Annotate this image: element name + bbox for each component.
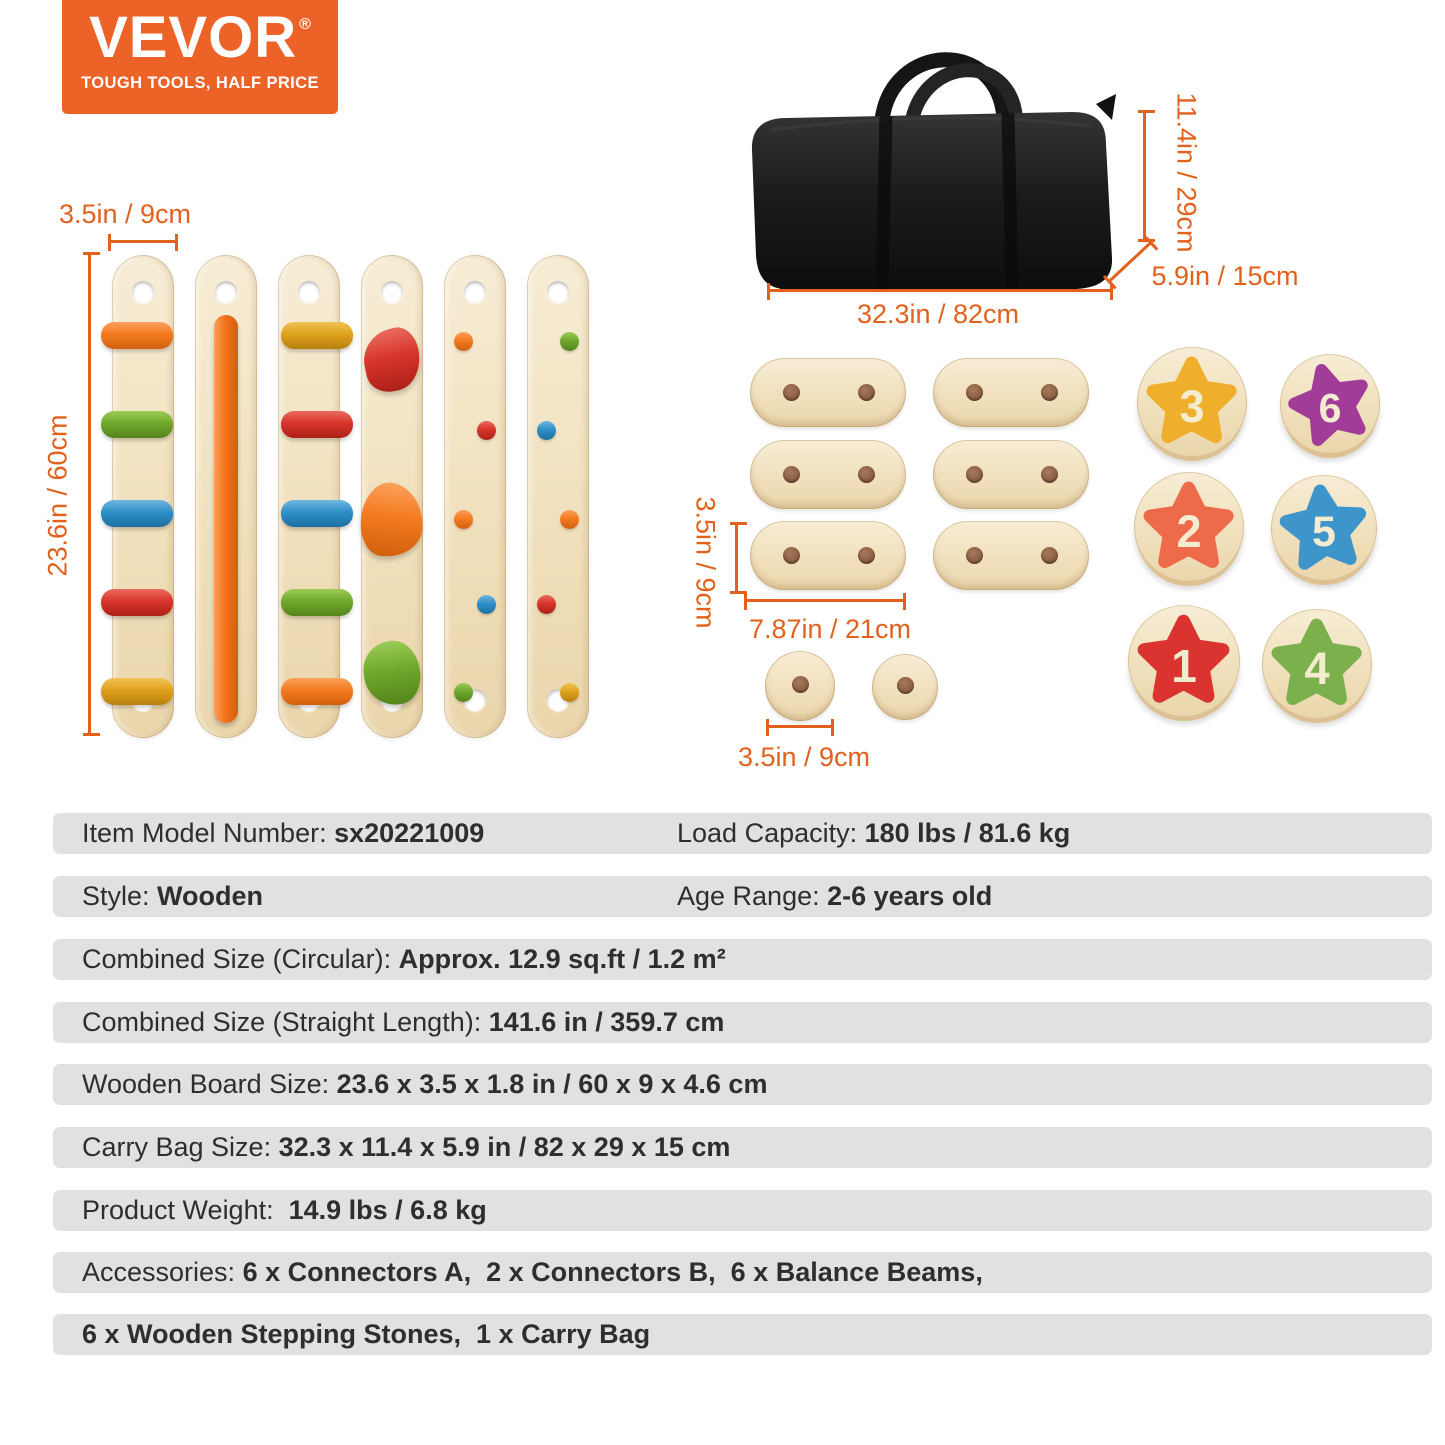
peg-orange	[281, 678, 353, 705]
connector-peg	[1041, 466, 1058, 483]
dot-green	[454, 683, 473, 702]
spec-label: Product Weight:	[82, 1195, 289, 1225]
peg-blue	[281, 500, 353, 527]
spec-label: Combined Size (Circular):	[82, 944, 399, 974]
dot-orange	[454, 332, 473, 351]
stone-number: 5	[1312, 507, 1336, 556]
spec-row	[53, 1064, 1432, 1105]
stepping-stone	[1262, 609, 1372, 719]
connector-peg	[858, 466, 875, 483]
bag-width-label: 32.3in / 82cm	[856, 299, 1020, 329]
spec-row	[53, 1252, 1432, 1293]
connector-a	[933, 440, 1089, 509]
spec-label: Load Capacity:	[677, 818, 865, 848]
spec-value: 23.6 x 3.5 x 1.8 in / 60 x 9 x 4.6 cm	[336, 1069, 768, 1099]
peg-red	[101, 589, 173, 616]
dot-red	[477, 421, 496, 440]
connector-peg	[966, 466, 983, 483]
spec-label: Item Model Number:	[82, 818, 335, 848]
spec-row	[53, 1314, 1432, 1355]
stone-number: 3	[1179, 380, 1205, 432]
bag-zipper-tab	[1096, 94, 1116, 120]
connector-peg	[792, 676, 809, 693]
stone-number: 6	[1318, 384, 1342, 431]
brand-tagline: TOUGH TOOLS, HALF PRICE	[81, 74, 319, 92]
spec-row	[53, 876, 1432, 917]
connector-a-width-line	[735, 522, 738, 594]
peg-green	[101, 411, 173, 438]
balance-beam	[278, 255, 340, 738]
spec-cell	[82, 813, 484, 854]
board-width-line	[108, 240, 178, 243]
connector-a-length-label: 7.87in / 21cm	[748, 614, 912, 644]
spec-value: 14.9 lbs / 6.8 kg	[288, 1195, 487, 1225]
spec-cell	[82, 1064, 767, 1105]
connector-a	[933, 358, 1089, 427]
carry-bag-photo	[740, 28, 1140, 296]
spec-value: 180 lbs / 81.6 kg	[864, 818, 1071, 848]
connector-peg	[966, 547, 983, 564]
stepping-stone	[1280, 354, 1380, 454]
hanging-hole	[464, 281, 486, 303]
bag-width-line	[767, 289, 1113, 292]
bag-body	[752, 112, 1112, 290]
stepping-stone	[1137, 347, 1247, 457]
spec-value: 32.3 x 11.4 x 5.9 in / 82 x 29 x 15 cm	[278, 1132, 731, 1162]
hanging-hole	[381, 281, 403, 303]
connector-b	[872, 654, 938, 720]
stepping-stone	[1134, 472, 1244, 582]
connector-a	[750, 358, 906, 427]
connector-a	[933, 521, 1089, 590]
dot-gold	[560, 683, 579, 702]
connector-peg	[966, 384, 983, 401]
stone-number: 1	[1171, 639, 1197, 692]
bag-strap	[882, 116, 886, 289]
spec-value: 141.6 in / 359.7 cm	[488, 1007, 725, 1037]
spec-label: Accessories:	[82, 1257, 243, 1287]
peg-blue	[101, 500, 173, 527]
connector-peg	[783, 384, 800, 401]
spec-value: sx20221009	[334, 818, 485, 848]
balance-beam	[444, 255, 506, 738]
balance-beam	[527, 255, 589, 738]
spec-cell	[82, 1002, 724, 1043]
connector-a-width-label: 3.5in / 9cm	[690, 496, 721, 629]
spec-row	[53, 939, 1432, 980]
connector-peg	[897, 677, 914, 694]
peg-red	[281, 411, 353, 438]
spec-value: 6 x Wooden Stepping Stones, 1 x Carry Bag	[82, 1319, 651, 1349]
bag-depth-label: 5.9in / 15cm	[1151, 261, 1299, 291]
dot-blue	[537, 421, 556, 440]
peg-orange	[101, 322, 173, 349]
spec-label: Wooden Board Size:	[82, 1069, 337, 1099]
connector-a	[750, 521, 906, 590]
balance-beam	[112, 255, 174, 738]
bag-height-label: 11.4in / 29cm	[1171, 92, 1202, 253]
stone-number: 4	[1304, 642, 1330, 694]
hanging-hole	[132, 281, 154, 303]
spec-cell	[82, 1252, 983, 1293]
climbing-hold-orange	[357, 480, 426, 560]
spec-cell	[82, 1127, 730, 1168]
connector-peg	[858, 547, 875, 564]
peg-green	[281, 589, 353, 616]
spec-label: Age Range:	[677, 881, 828, 911]
dot-green	[560, 332, 579, 351]
spec-cell	[82, 939, 726, 980]
spec-cell	[677, 813, 1070, 854]
connector-b	[765, 651, 835, 721]
hanging-hole	[215, 281, 237, 303]
peg-gold	[281, 322, 353, 349]
brand-name: VEVOR	[89, 5, 298, 70]
stone-number: 2	[1176, 505, 1202, 557]
connector-peg	[783, 466, 800, 483]
bag-height-line	[1143, 110, 1146, 242]
connector-peg	[858, 384, 875, 401]
board-width-label: 3.5in / 9cm	[58, 199, 192, 229]
stepping-stone	[1128, 605, 1240, 717]
connector-peg	[1041, 547, 1058, 564]
spec-value: Approx. 12.9 sq.ft / 1.2 m²	[398, 944, 726, 974]
hanging-hole	[298, 281, 320, 303]
connector-a-length-line	[744, 599, 906, 602]
spec-cell	[677, 876, 992, 917]
connector-peg	[783, 547, 800, 564]
peg-gold	[101, 678, 173, 705]
spec-label: Carry Bag Size:	[82, 1132, 279, 1162]
climbing-rail	[214, 315, 238, 723]
climbing-hold-red	[358, 324, 426, 396]
vevor-logo	[62, 0, 338, 114]
connector-b-diameter-line	[766, 725, 834, 728]
board-length-label: 23.6in / 60cm	[42, 414, 73, 577]
spec-row	[53, 1002, 1432, 1043]
carry-bag-icon	[740, 28, 1140, 296]
spec-row	[53, 1190, 1432, 1231]
spec-label: Combined Size (Straight Length):	[82, 1007, 489, 1037]
connector-a	[750, 440, 906, 509]
registered-mark: ®	[299, 16, 311, 33]
spec-label: Style:	[82, 881, 158, 911]
stepping-stone	[1271, 475, 1377, 581]
spec-row	[53, 1127, 1432, 1168]
dot-blue	[477, 595, 496, 614]
connector-b-diameter-label: 3.5in / 9cm	[737, 742, 871, 772]
dot-orange	[560, 510, 579, 529]
spec-cell	[82, 1314, 650, 1355]
spec-value: Wooden	[157, 881, 264, 911]
balance-beam	[195, 255, 257, 738]
dot-orange	[454, 510, 473, 529]
spec-cell	[82, 876, 263, 917]
hanging-hole	[547, 281, 569, 303]
bag-strap	[1008, 113, 1012, 288]
spec-value: 2-6 years old	[827, 881, 993, 911]
climbing-hold-green	[360, 637, 424, 708]
spec-value: 6 x Connectors A, 2 x Connectors B, 6 x Balance Beams,	[242, 1257, 983, 1287]
connector-peg	[1041, 384, 1058, 401]
board-length-line	[88, 252, 91, 736]
balance-beam	[361, 255, 423, 738]
spec-row	[53, 813, 1432, 854]
spec-cell	[82, 1190, 487, 1231]
dot-red	[537, 595, 556, 614]
